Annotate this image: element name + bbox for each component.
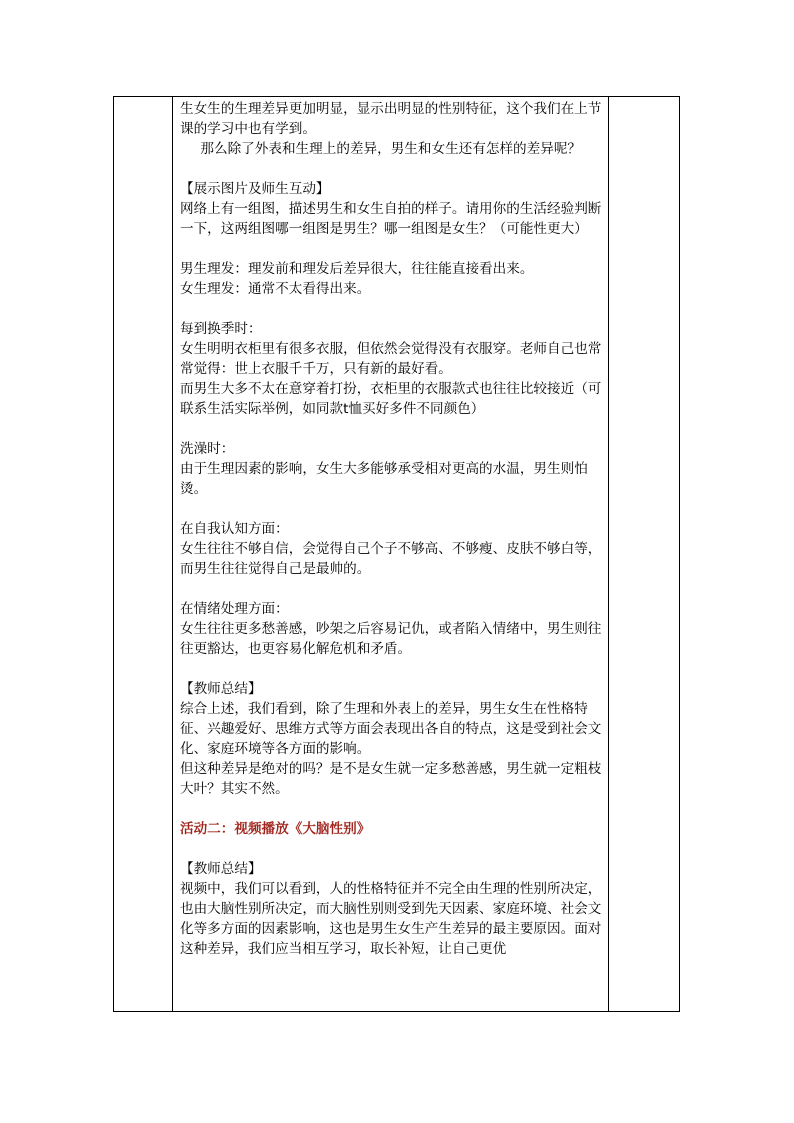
blank-line <box>180 839 604 859</box>
blank-line <box>180 239 604 259</box>
lesson-content-cell <box>180 99 604 959</box>
paragraph: 由于生理因素的影响，女生大多能够承受相对更高的水温，男生则怕烫。 <box>180 461 588 497</box>
paragraph: 那么除了外表和生理上的差异，男生和女生还有怎样的差异呢？ <box>200 141 582 157</box>
section-heading: 【教师总结】 <box>180 681 262 697</box>
paragraph: 网络上有一组图，描述男生和女生自拍的样子。请用你的生活经验判断一下，这两组图哪一组图是男生？哪一组图是女生？（可能性更大） <box>180 201 602 237</box>
lesson-table <box>113 96 680 1012</box>
blank-line <box>180 659 604 679</box>
column-divider-right <box>608 97 609 1011</box>
column-divider-left <box>172 97 173 1011</box>
blank-line <box>180 299 604 319</box>
paragraph: 视频中，我们可以看到，人的性格特征并不完全由生理的性别所决定，也由大脑性别所决定，而大脑性别则受到先天因素、家庭环境、社会文化等多方面的因素影响，这也是男生女生产生差异的最主要原因。面对这种差异，我们应当相互学习，取长补短，让自己更优 <box>180 881 602 957</box>
blank-line <box>180 499 604 519</box>
paragraph: 但这种差异是绝对的吗？是不是女生就一定多愁善感，男生就一定粗枝大叶？其实不然。 <box>180 761 602 797</box>
section-heading: 【教师总结】 <box>180 861 262 877</box>
activity-heading: 活动二：视频播放《大脑性别》 <box>180 821 371 837</box>
section-heading: 【展示图片及师生互动】 <box>180 181 330 197</box>
paragraph: 男生理发：理发前和理发后差异很大，往往能直接看出来。 <box>180 261 534 277</box>
paragraph: 女生理发：通常不太看得出来。 <box>180 281 371 297</box>
paragraph: 女生往往更多愁善感，吵架之后容易记仇，或者陷入情绪中，男生则往往更豁达，也更容易化解危机和矛盾。 <box>180 621 602 657</box>
blank-line <box>180 799 604 819</box>
subheading: 每到换季时： <box>180 321 262 337</box>
subheading: 洗澡时： <box>180 441 235 457</box>
subheading: 在情绪处理方面： <box>180 601 289 617</box>
paragraph: 女生明明衣柜里有很多衣服，但依然会觉得没有衣服穿。老师自己也常常觉得：世上衣服千千万，只有新的最好看。 <box>180 341 602 377</box>
blank-line <box>180 159 604 179</box>
subheading: 在自我认知方面： <box>180 521 289 537</box>
paragraph: 综合上述，我们看到，除了生理和外表上的差异，男生女生在性格特征、兴趣爱好、思维方式等方面会表现出各自的特点，这是受到社会文化、家庭环境等各方面的影响。 <box>180 701 602 757</box>
blank-line <box>180 419 604 439</box>
paragraph: 而男生大多不太在意穿着打扮，衣柜里的衣服款式也往往比较接近（可联系生活实际举例，如同款t恤买好多件不同颜色） <box>180 381 602 417</box>
paragraph: 女生往往不够自信，会觉得自己个子不够高、不够瘦、皮肤不够白等，而男生往往觉得自己是最帅的。 <box>180 541 602 577</box>
paragraph: 生女生的生理差异更加明显，显示出明显的性别特征，这个我们在上节课的学习中也有学到。 <box>180 101 602 137</box>
blank-line <box>180 579 604 599</box>
